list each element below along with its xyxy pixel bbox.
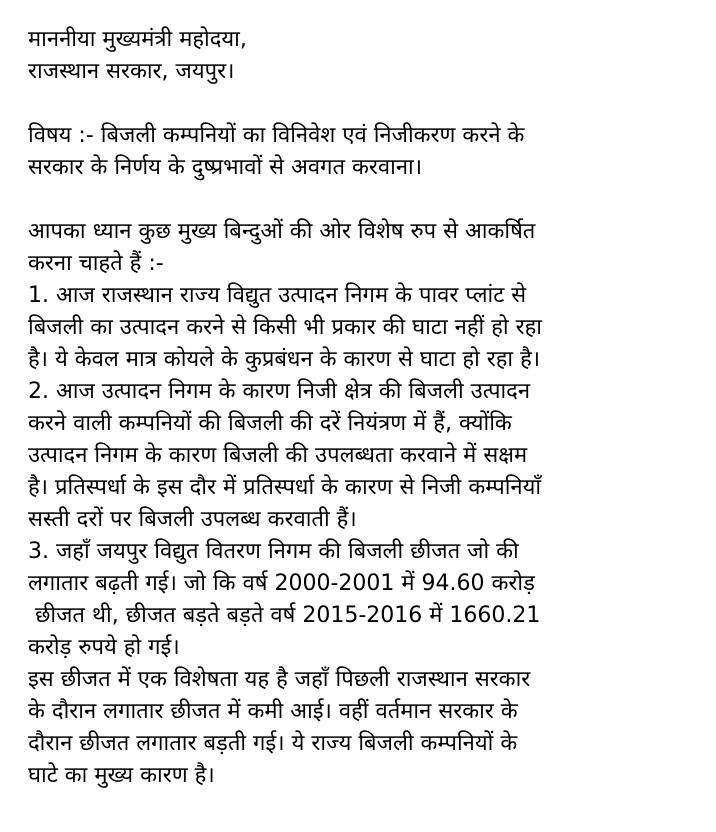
body-line: है। प्रतिस्पर्धा के इस दौर में प्रतिस्पर्धा के कारण से निजी कम्पनियाँ [28,475,542,500]
body-line: 2. आज उत्पादन निगम के कारण निजी क्षेत्र की बिजली उत्पादन [28,379,531,404]
body-line: है। ये केवल मात्र कोयले के कुप्रबंधन के कारण से घाटा हो रहा है। [28,347,541,372]
body-line: करोड़ रुपये हो गई। [28,635,180,660]
body-line: 1. आज राजस्थान राज्य विद्युत उत्पादन निगम के पावर प्लांट से [28,283,527,308]
spacer [28,184,700,216]
body-line: दौरान छीजत लगातार बड़ती गई। ये राज्य बिजली कम्पनियों के [28,731,518,756]
body-line: लगातार बढ़ती गई। जो कि वर्ष 2000-2001 में 94.60 करोड़ [28,571,535,596]
body-line: घाटे का मुख्य कारण है। [28,763,215,788]
body-line: सस्ती दरों पर बिजली उपलब्ध करवाती हैं। [28,507,357,532]
subject-line: विषय :- बिजली कम्पनियों का विनिवेश एवं निजीकरण करने के [28,123,525,148]
body-line: के दौरान लगातार छीजत में कमी आई। वहीं वर्तमान सरकार के [28,699,518,724]
body-line: 3. जहाँ जयपुर विद्युत वितरण निगम की बिजली छीजत जो की [28,539,519,564]
salutation-line: राजस्थान सरकार, जयपुर। [28,59,235,84]
letter-page [28,24,700,792]
spacer [28,88,700,120]
subject-line: सरकार के निर्णय के दुष्प्रभावों से अवगत करवाना। [28,155,423,180]
body-line: उत्पादन निगम के कारण बिजली की उपलब्धता करवाने में सक्षम [28,443,528,468]
body-line: करने वाली कम्पनियों की बिजली की दरें नियंत्रण में हैं, क्योंकि [28,411,512,436]
body-line: इस छीजत में एक विशेषता यह है जहाँ पिछली राजस्थान सरकार [28,667,531,692]
intro-line: करना चाहते हैं :- [28,251,164,276]
intro-line: आपका ध्यान कुछ मुख्य बिन्दुओं की ओर विशेष रुप से आकर्षित [28,219,536,244]
body-line: बिजली का उत्पादन करने से किसी भी प्रकार की घाटा नहीं हो रहा [28,315,542,340]
body-line: छीजत थी, छीजत बड़ते बड़ते वर्ष 2015-2016 में 1660.21 [28,603,541,628]
salutation-line: माननीया मुख्यमंत्री महोदया, [28,27,247,52]
